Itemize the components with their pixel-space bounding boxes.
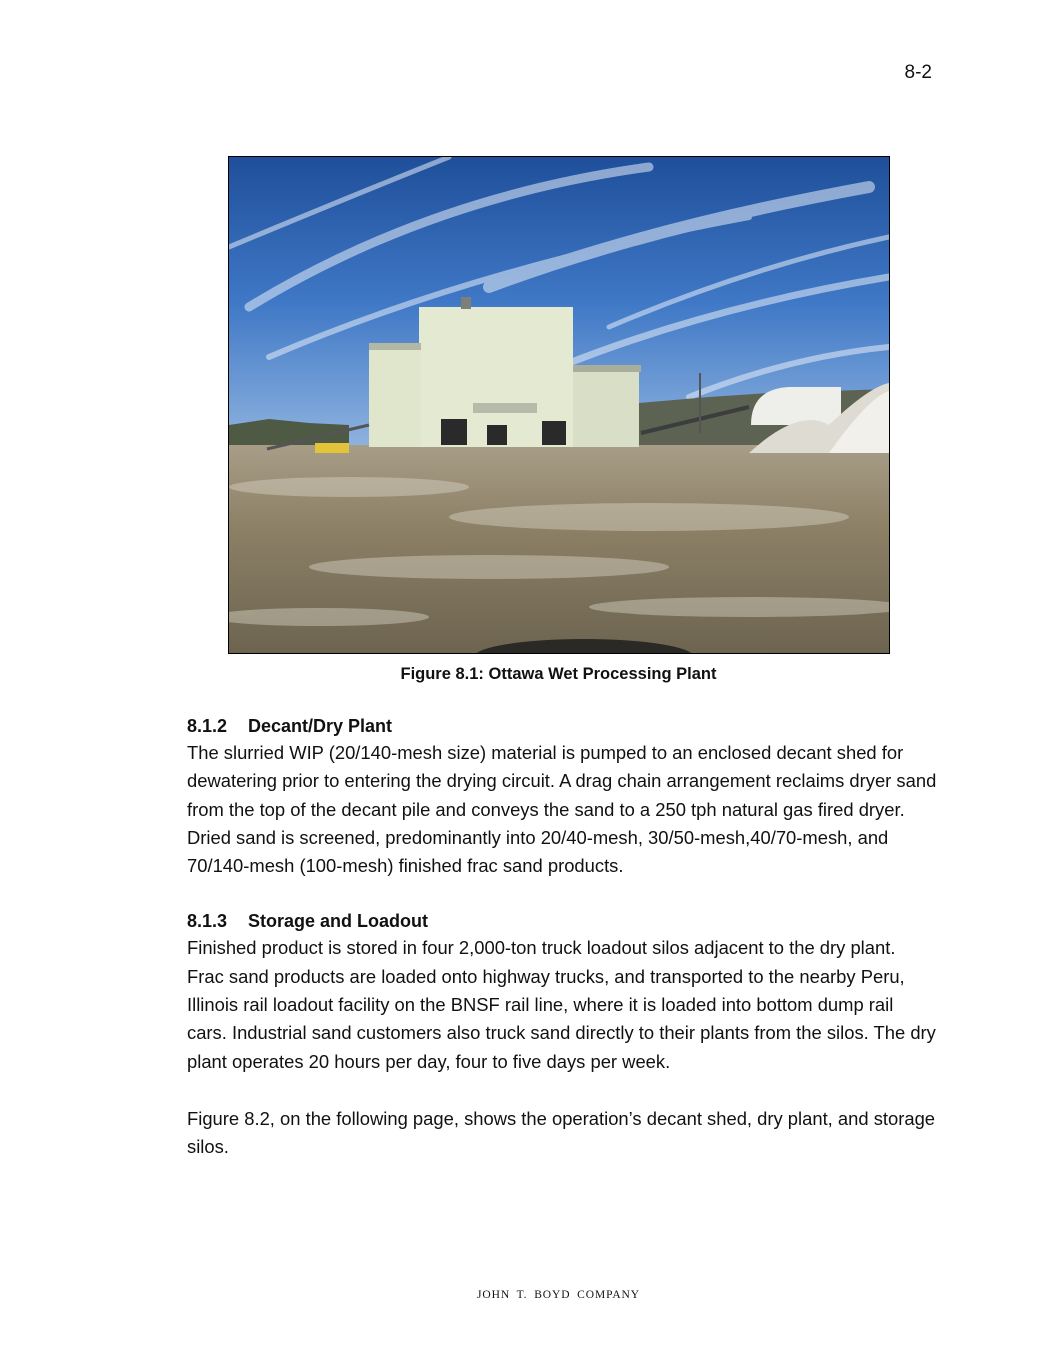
figure-caption: Figure 8.1: Ottawa Wet Processing Plant: [400, 665, 717, 683]
figure-photo: [228, 156, 890, 654]
page-number: 8-2: [904, 62, 932, 83]
section-number: 8.1.3: [187, 911, 228, 932]
section-title: Decant/Dry Plant: [248, 716, 393, 736]
section-number: 8.1.2: [187, 716, 228, 736]
paragraph: Finished product is stored in four 2,000-ton truck loadout silos adjacent to the dry plant. Frac sand products are loaded onto highway trucks, and transported to the nearby Peru, Illinois rail loadout facility on the BNSF rail line, where it is loaded into bottom dump rail cars. Industrial sand customers also truck sand directly to their plants from the silos. The dry plant operates 20 hours per day, four to five days per week.: [187, 937, 936, 1072]
body-text: [187, 714, 937, 1162]
paragraph: Figure 8.2, on the following page, shows the operation’s decant shed, dry plant, and storage silos.: [187, 1107, 936, 1158]
section-title: Storage and Loadout: [248, 911, 428, 932]
section-heading: [187, 714, 937, 739]
section-heading: [187, 909, 937, 934]
paragraph: The slurried WIP (20/140-mesh size) material is pumped to an enclosed decant shed for dewatering prior to entering the drying circuit. A drag chain arrangement reclaims dryer sand from the top of the decant pile and conveys the sand to a 250 tph natural gas fired dryer. Dried sand is screened, predominantly into 20/40-mesh, 30/50-mesh,40/70-mesh, and 70/140-mesh (100-mesh) finished frac sand products.: [187, 742, 937, 877]
page-footer: JOHN T. BOYD COMPANY: [477, 1289, 640, 1301]
